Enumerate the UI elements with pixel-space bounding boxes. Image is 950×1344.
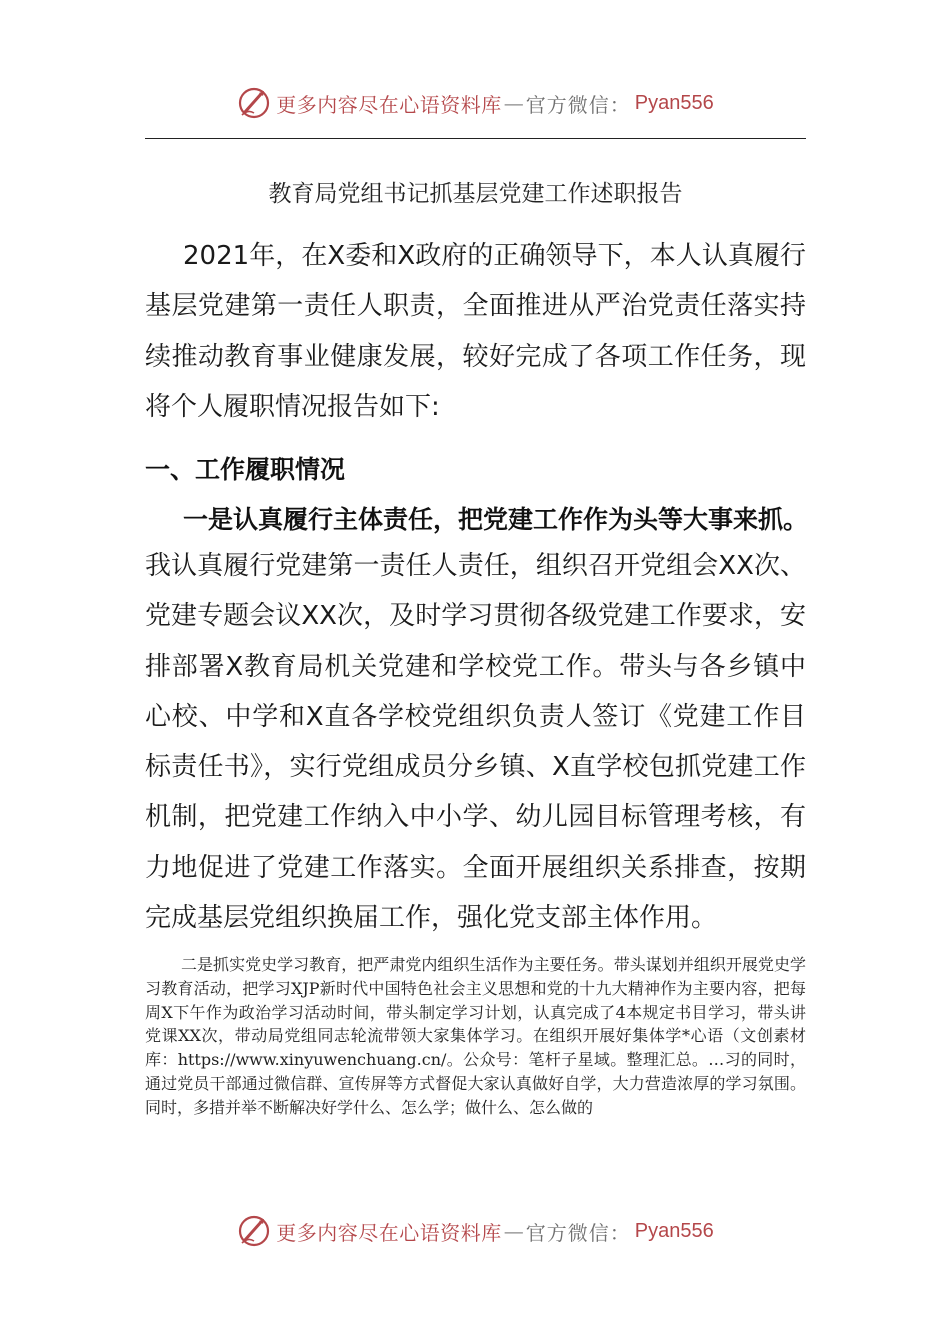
banner-dash: — [503, 1219, 524, 1243]
point1-lead: 一是认真履行主体责任，把党建工作作为头等大事来抓。 [183, 505, 809, 534]
footer-banner [0, 1211, 950, 1251]
pen-logo-icon [236, 85, 272, 121]
point2-paragraph: 二是抓实党史学习教育，把严肃党内组织生活作为主要任务。带头谋划并组织开展党史学习教育活动，把学习XJP新时代中国特色社会主义思想和党的十九大精神作为主要内容，把每周X下午作为政治学习活动时间，带头制定学习计划，认真完成了4本规定书目学习，带头讲党课XX次，带动局党组同志轮流带领大家集体学习。在组织开展好集体学*心语（文创素材库：https://www.xinyuwenchuang.cn/。公众号：笔杆子星域。整理汇总。…习的同时，通过党员干部通过微信群、宣传屏等方式督促大家认真做好自学，大力营造浓厚的学习氛围。同时，多措并举不断解决好学什么、怎么学；做什么、怎么做的 [145, 955, 806, 1117]
document-title: 教育局党组书记抓基层党建工作述职报告 [268, 181, 683, 207]
header-banner [0, 83, 950, 123]
header-divider [145, 138, 806, 139]
intro-paragraph: 2021年，在X委和X政府的正确领导下，本人认真履行基层党建第一责任人职责，全面推进从严治党责任落实持续推动教育事业健康发展，较好完成了各项工作任务，现将个人履职情况报告如下: [145, 241, 806, 422]
section-heading: 一、工作履职情况 [145, 455, 346, 484]
banner-wechat-id: Pyan556 [634, 1219, 714, 1242]
pen-logo-icon [236, 1213, 272, 1249]
banner-wechat-label: 官方微信： [525, 92, 631, 117]
banner-site-name: 更多内容尽在心语资料库 [276, 92, 502, 117]
banner-site-name: 更多内容尽在心语资料库 [276, 1220, 502, 1245]
banner-wechat-id: Pyan556 [634, 91, 714, 114]
banner-dash: — [503, 91, 524, 115]
point1-body: 我认真履行党建第一责任人责任，组织召开党组会XX次、党建专题会议XX次，及时学习贯彻各级党建工作要求，安排部署X教育局机关党建和学校党工作。带头与各乡镇中心校、中学和X直各学校党组织负责人签订《党建工作目标责任书》，实行党组成员分乡镇、X直学校包抓党建工作机制，把党建工作纳入中小学、幼儿园目标管理考核，有力地促进了党建工作落实。全面开展组织关系排查，按期完成基层党组织换届工作，强化党支部主体作用。 [145, 551, 806, 934]
banner-wechat-label: 官方微信： [525, 1220, 631, 1245]
